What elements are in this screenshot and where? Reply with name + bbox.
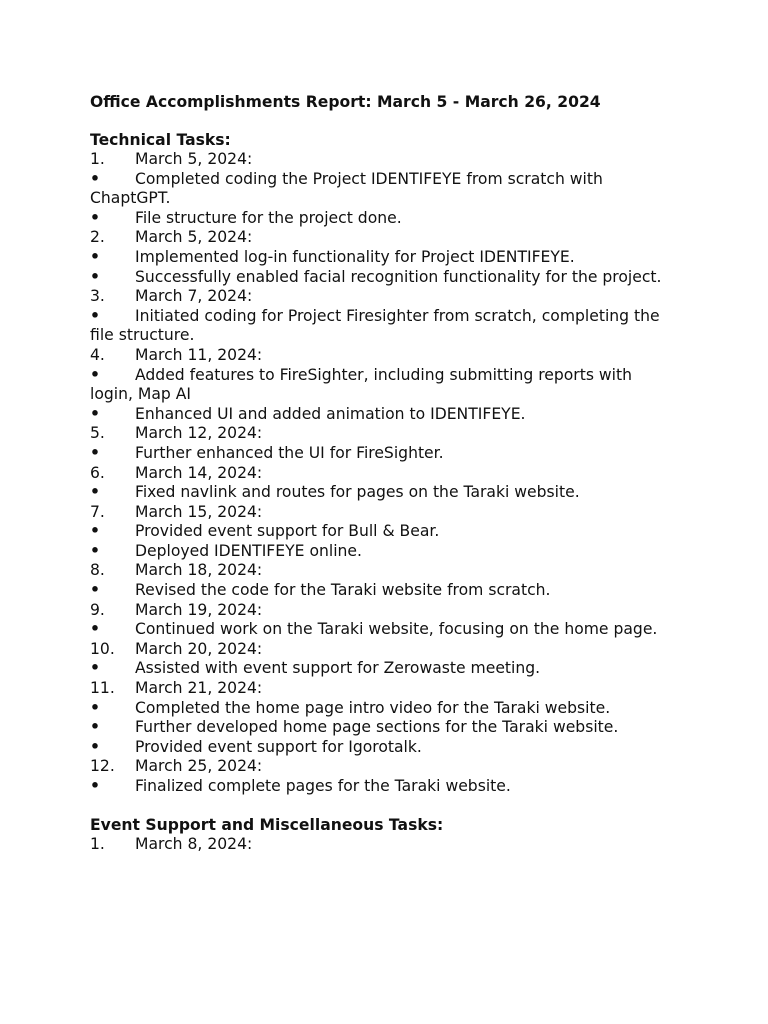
bullet-item [90, 209, 670, 229]
bullet-text: Provided event support for Bull & Bear. [135, 522, 440, 541]
bullet-icon: • [90, 620, 100, 639]
bullet-text: Continued work on the Taraki website, focusing on the home page. [135, 620, 658, 639]
bullet-text: Fixed navlink and routes for pages on the Taraki website. [135, 483, 580, 502]
bullet-icon: • [90, 169, 100, 188]
bullet-icon: • [90, 483, 100, 502]
entry-number: 3. [90, 287, 105, 306]
bullet-icon: • [90, 718, 100, 737]
entry-date: March 11, 2024: [135, 345, 263, 364]
entry-date: March 14, 2024: [135, 463, 263, 482]
document-body [90, 92, 670, 854]
entry-number: 4. [90, 345, 105, 364]
spacer [90, 797, 670, 815]
entry-number: 7. [90, 502, 105, 521]
bullet-text: Deployed IDENTIFEYE online. [135, 541, 362, 560]
technical-tasks-list [90, 150, 670, 797]
bullet-text: File structure for the project done. [135, 208, 402, 227]
bullet-text: Completed coding the Project IDENTIFEYE from scratch with ChaptGPT. [90, 169, 603, 208]
bullet-text: Further enhanced the UI for FireSighter. [135, 443, 444, 462]
entry-number: 10. [90, 639, 115, 658]
bullet-text: Successfully enabled facial recognition functionality for the project. [135, 267, 662, 286]
bullet-item [90, 248, 670, 268]
entry-number: 12. [90, 757, 115, 776]
entry-date-line [90, 346, 670, 366]
bullet-text: Assisted with event support for Zerowaste meeting. [135, 659, 541, 678]
entry-number: 5. [90, 424, 105, 443]
entry-date: March 5, 2024: [135, 150, 253, 168]
entry-date: March 7, 2024: [135, 287, 253, 306]
bullet-item [90, 718, 670, 738]
entry-number: 1. [90, 150, 105, 168]
bullet-icon: • [90, 267, 100, 286]
bullet-item [90, 307, 670, 346]
bullet-icon: • [90, 306, 100, 325]
entry-date-line [90, 287, 670, 307]
entry-date-line [90, 835, 670, 855]
entry-date: March 5, 2024: [135, 228, 253, 247]
entry-date: March 19, 2024: [135, 600, 263, 619]
bullet-icon: • [90, 698, 100, 717]
bullet-text: Finalized complete pages for the Taraki website. [135, 777, 511, 795]
bullet-icon: • [90, 541, 100, 560]
bullet-item [90, 581, 670, 601]
bullet-icon: • [90, 208, 100, 227]
entry-date-line [90, 601, 670, 621]
entry-date-line [90, 228, 670, 248]
bullet-icon: • [90, 777, 100, 795]
entry-date: March 18, 2024: [135, 561, 263, 580]
bullet-item [90, 366, 670, 405]
entry-date-line [90, 464, 670, 484]
bullet-item [90, 522, 670, 542]
entry-date: March 15, 2024: [135, 502, 263, 521]
entry-date: March 21, 2024: [135, 679, 263, 698]
entry-date: March 25, 2024: [135, 757, 263, 776]
bullet-icon: • [90, 443, 100, 462]
bullet-icon: • [90, 737, 100, 756]
bullet-item [90, 659, 670, 679]
bullet-item [90, 620, 670, 640]
bullet-item [90, 542, 670, 562]
entry-number: 2. [90, 228, 105, 247]
entry-date-line [90, 757, 670, 777]
bullet-item [90, 444, 670, 464]
bullet-text: Further developed home page sections for the Taraki website. [135, 718, 619, 737]
bullet-icon: • [90, 365, 100, 384]
bullet-item [90, 699, 670, 719]
entry-date-line [90, 640, 670, 660]
entry-date: March 12, 2024: [135, 424, 263, 443]
bullet-text: Completed the home page intro video for the Taraki website. [135, 698, 611, 717]
bullet-item [90, 738, 670, 758]
event-support-list [90, 835, 670, 855]
bullet-text: Enhanced UI and added animation to IDENTIFEYE. [135, 404, 526, 423]
entry-number: 1. [90, 834, 105, 853]
entry-date: March 20, 2024: [135, 639, 263, 658]
bullet-item [90, 405, 670, 425]
entry-date-line [90, 561, 670, 581]
bullet-text: Revised the code for the Taraki website from scratch. [135, 581, 551, 600]
bullet-item [90, 268, 670, 288]
technical-tasks-heading: Technical Tasks: [90, 131, 231, 149]
event-support-heading: Event Support and Miscellaneous Tasks: [90, 815, 444, 834]
entry-number: 8. [90, 561, 105, 580]
entry-date-line [90, 679, 670, 699]
bullet-text: Added features to FireSighter, including submitting reports with login, Map AI [90, 365, 632, 404]
report-title: Office Accomplishments Report: March 5 - March 26, 2024 [90, 93, 601, 111]
bullet-item [90, 170, 670, 209]
entry-date-line [90, 503, 670, 523]
bullet-icon: • [90, 404, 100, 423]
bullet-item [90, 777, 670, 797]
entry-date: March 8, 2024: [135, 834, 253, 853]
bullet-text: Initiated coding for Project Firesighter from scratch, completing the file structure. [90, 306, 660, 345]
entry-date-line [90, 150, 670, 170]
bullet-icon: • [90, 522, 100, 541]
entry-number: 9. [90, 600, 105, 619]
bullet-icon: • [90, 659, 100, 678]
bullet-text: Implemented log-in functionality for Project IDENTIFEYE. [135, 247, 575, 266]
bullet-item [90, 483, 670, 503]
bullet-icon: • [90, 247, 100, 266]
entry-number: 11. [90, 679, 115, 698]
bullet-text: Provided event support for Igorotalk. [135, 737, 422, 756]
entry-date-line [90, 424, 670, 444]
spacer [90, 112, 670, 130]
entry-number: 6. [90, 463, 105, 482]
bullet-icon: • [90, 581, 100, 600]
